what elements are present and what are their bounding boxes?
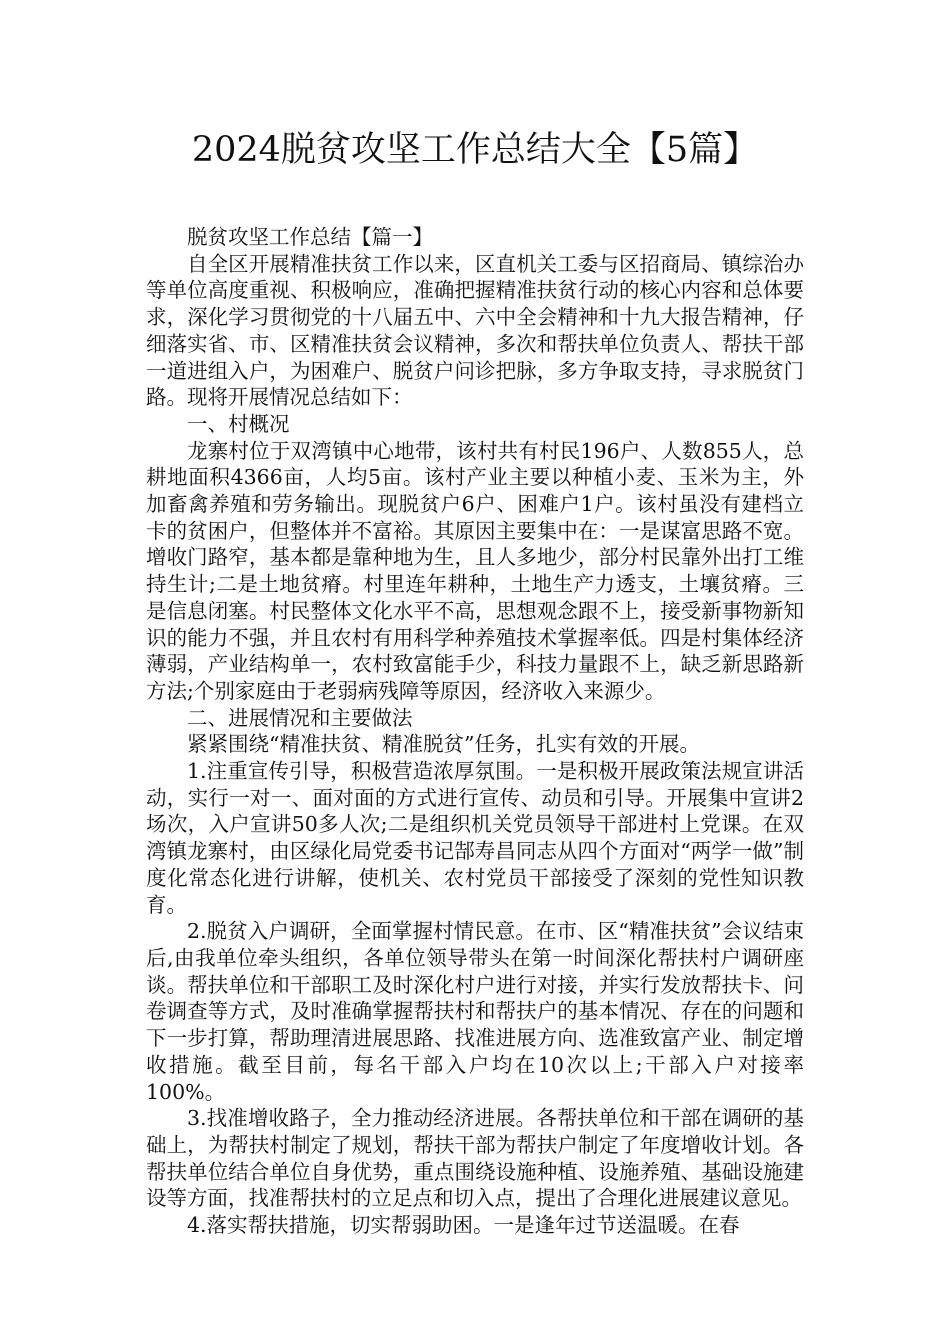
paragraph-intro: 自全区开展精准扶贫工作以来，区直机关工委与区招商局、镇综治办等单位高度重视、积极响应，准确把握精准扶贫行动的核心内容和总体要求，深化学习贯彻党的十八届五中、六中全会精神和十九大报告精神，仔细落实省、市、区精准扶贫会议精神，多次和帮扶单位负责人、帮扶干部一道进组入户，为困难户、脱贫户问诊把脉，多方争取支持，寻求脱贫门路。现将开展情况总结如下： (146, 251, 804, 410)
document-body (146, 224, 804, 1239)
paragraph-village-overview: 龙寨村位于双湾镇中心地带，该村共有村民196户、人数855人，总耕地面积4366亩，人均5亩。该村产业主要以种植小麦、玉米为主，外加畜禽养殖和劳务输出。现脱贫户6户、困难户1户。该村虽没有建档立卡的贫困户，但整体并不富裕。其原因主要集中在：一是谋富思路不宽。增收门路窄，基本都是靠种地为生，且人多地少，部分村民靠外出打工维持生计;二是土地贫瘠。村里连年耕种，土地生产力透支，土壤贫瘠。三是信息闭塞。村民整体文化水平不高，思想观念跟不上，接受新事物新知识的能力不强，并且农村有用科学种养殖技术掌握率低。四是村集体经济薄弱，产业结构单一，农村致富能手少，科技力量跟不上，缺乏新思路新方法;个别家庭由于老弱病残障等原因，经济收入来源少。 (146, 438, 804, 703)
paragraph-item-3: 3.找准增收路子，全力推动经济进展。各帮扶单位和干部在调研的基础上，为帮扶村制定了规划，帮扶干部为帮扶户制定了年度增收计划。各帮扶单位结合单位自身优势，重点围绕设施种植、设施养殖、基础设施建设等方面，找准帮扶村的立足点和切入点，提出了合理化进展建议意见。 (146, 1106, 804, 1211)
document-title: 2024脱贫攻坚工作总结大全【5篇】 (191, 130, 759, 170)
section-heading-part-one: 脱贫攻坚工作总结【篇一】 (187, 225, 433, 249)
paragraph-item-4: 4.落实帮扶措施，切实帮弱助困。一是逢年过节送温暖。在春 (187, 1213, 740, 1238)
paragraph-progress-intro: 紧紧围绕“精准扶贫、精准脱贫”任务，扎实有效的开展。 (187, 732, 700, 757)
section-heading-progress: 二、进展情况和主要做法 (187, 705, 413, 730)
paragraph-item-2: 2.脱贫入户调研，全面掌握村情民意。在市、区“精准扶贫”会议结束后,由我单位牵头组织，各单位领导带头在第一时间深化帮扶村户调研座谈。帮扶单位和干部职工及时深化村户进行对接，并实行发放帮扶卡、问卷调查等方式，及时准确掌握帮扶村和帮扶户的基本情况、存在的问题和下一步打算，帮助理清进展思路、找准进展方向、选准致富产业、制定增收措施。截至目前，每名干部入户均在10次以上;干部入户对接率100%。 (146, 919, 804, 1104)
section-heading-village-overview: 一、村概况 (187, 411, 290, 436)
paragraph-item-1: 1.注重宣传引导，积极营造浓厚氛围。一是积极开展政策法规宣讲活动，实行一对一、面对面的方式进行宣传、动员和引导。开展集中宣讲2场次，入户宣讲50多人次;二是组织机关党员领导干部进村上党课。在双湾镇龙寨村，由区绿化局党委书记郜寿昌同志从四个方面对“两学一做”制度化常态化进行讲解，使机关、农村党员干部接受了深刻的党性知识教育。 (146, 759, 804, 917)
